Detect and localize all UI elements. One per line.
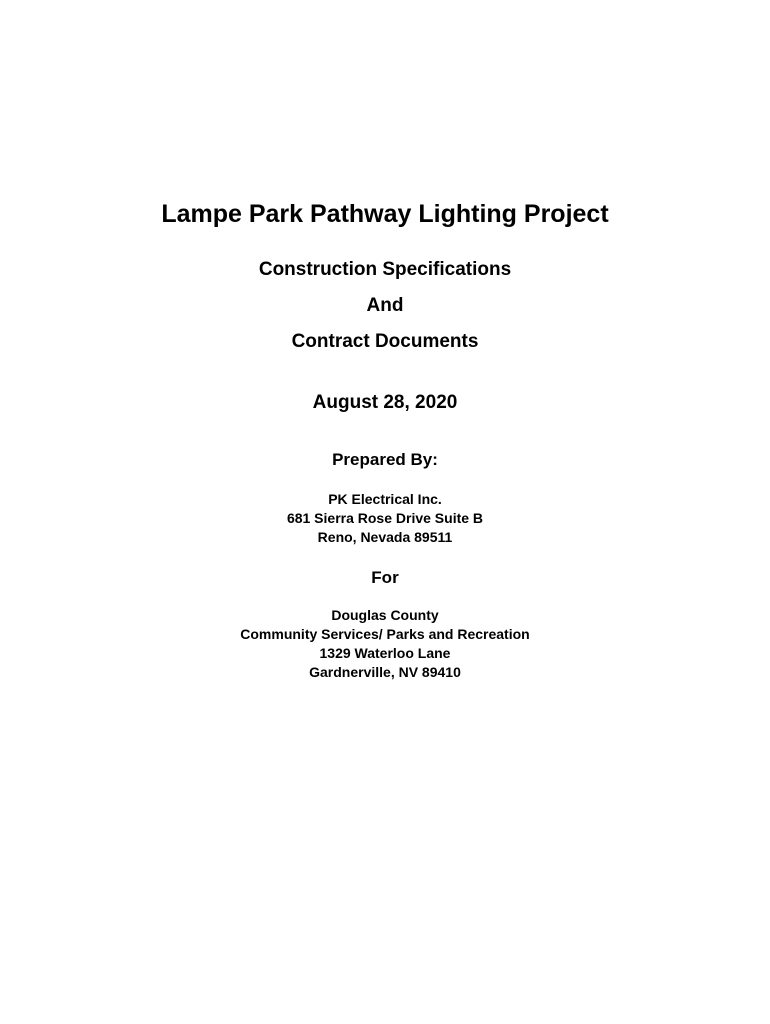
client-name: Douglas County [331, 607, 439, 623]
subtitle-line-1: Construction Specifications [258, 259, 512, 280]
prepared-by-label: Prepared By: [332, 450, 438, 469]
preparer-street-address: 681 Sierra Rose Drive Suite B [286, 510, 484, 526]
document-title: Lampe Park Pathway Lighting Project [161, 200, 609, 228]
preparer-address-block [0, 490, 770, 547]
subtitle-line-3: Contract Documents [291, 331, 479, 352]
document-date: August 28, 2020 [312, 392, 458, 413]
subtitle-line-2: And [366, 295, 404, 316]
for-label: For [371, 568, 399, 587]
client-department: Community Services/ Parks and Recreation [240, 626, 530, 642]
client-street-address: 1329 Waterloo Lane [319, 645, 451, 661]
client-address-block [0, 606, 770, 682]
client-city-state-zip: Gardnerville, NV 89410 [309, 664, 461, 680]
preparer-company-name: PK Electrical Inc. [328, 491, 442, 507]
preparer-city-state-zip: Reno, Nevada 89511 [317, 529, 453, 545]
